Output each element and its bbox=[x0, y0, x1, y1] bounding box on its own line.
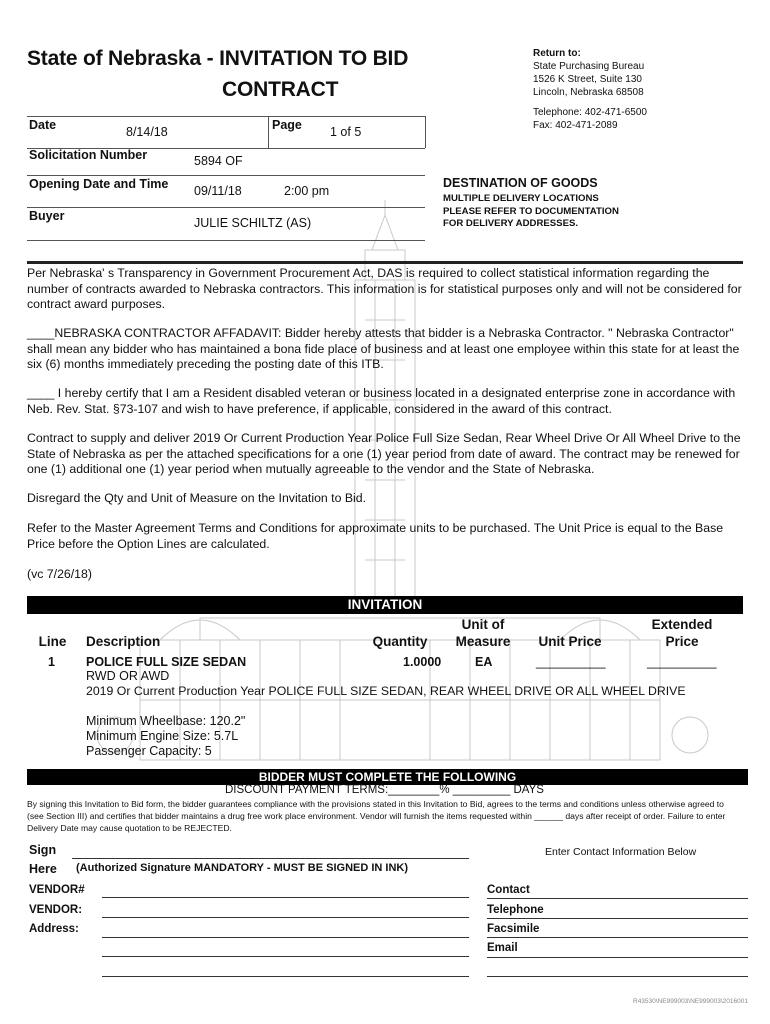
version-note: (vc 7/26/18) bbox=[27, 567, 92, 581]
item-detail-drive: RWD OR AWD bbox=[86, 669, 170, 683]
email-field[interactable] bbox=[487, 957, 748, 958]
column-unit-price: Unit Price bbox=[538, 634, 602, 649]
sign-label: Sign bbox=[29, 843, 57, 857]
page-value: 1 of 5 bbox=[330, 125, 362, 139]
destination-line-1: MULTIPLE DELIVERY LOCATIONS bbox=[443, 193, 599, 204]
item-detail-full: 2019 Or Current Production Year POLICE FULL SIZE SEDAN, REAR WHEEL DRIVE OR ALL WHEEL DRIVE bbox=[86, 684, 686, 698]
fax-number: Fax: 402-471-2089 bbox=[533, 120, 618, 131]
page-label: Page bbox=[272, 118, 302, 132]
email-label: Email bbox=[487, 942, 518, 954]
column-extended-line2: Price bbox=[665, 634, 699, 649]
facsimile-label: Facsimile bbox=[487, 923, 540, 935]
return-address bbox=[533, 47, 644, 99]
address-label: Address: bbox=[29, 923, 79, 935]
opening-label: Opening Date and Time bbox=[29, 177, 169, 191]
vendor-name-field[interactable] bbox=[102, 917, 469, 918]
item-quantity: 1.0000 bbox=[403, 655, 442, 669]
telephone-label: Telephone bbox=[487, 904, 544, 916]
solicitation-label: Solicitation Number bbox=[29, 148, 148, 162]
address-field-3[interactable] bbox=[102, 976, 469, 977]
section-divider bbox=[27, 261, 743, 264]
transparency-paragraph: Per Nebraska' s Transparency in Government Procurement Act, DAS is required to collect statistical information regarding the number of contracts awarded to Nebraska contractors. This information is for statistical purposes only and will not be considered for contract award purposes. bbox=[27, 266, 742, 311]
column-line: Line bbox=[38, 634, 67, 649]
bidder-fine-print: By signing this Invitation to Bid form, the bidder guarantees compliance with the provisions stated in this Invitation to Bid, agrees to the terms and conditions unless otherwise agreed to (see Section III) and certifies that bidder maintains a drug free work place environment. Vendor will furnish the items requested within ______ days after receipt of order. Failure to enter Delivery Date may cause quotation to be REJECTED. bbox=[27, 799, 726, 833]
item-uom: EA bbox=[475, 655, 493, 669]
return-line-1: State Purchasing Bureau bbox=[533, 61, 645, 72]
contractor-affidavit-paragraph: ____NEBRASKA CONTRACTOR AFFADAVIT: Bidder hereby attests that bidder is a Nebraska Contractor. " Nebraska Contractor" shall mean any bidder who has maintained a bona fide place of business and at least one employee within this state for at least the six (6) months immediately preceding the posting date of this ITB. bbox=[27, 326, 740, 371]
column-extended-line1: Extended bbox=[651, 617, 713, 632]
column-description: Description bbox=[86, 634, 161, 649]
column-quantity: Quantity bbox=[372, 634, 428, 649]
contact-field[interactable] bbox=[487, 898, 748, 899]
return-line-2: 1526 K Street, Suite 130 bbox=[533, 74, 642, 85]
date-value: 8/14/18 bbox=[126, 125, 168, 139]
contract-description-paragraph: Contract to supply and deliver 2019 Or Current Production Year Police Full Size Sedan, Rear Wheel Drive Or All Wheel Drive to the State of Nebraska as per the attached specifications for a one (1) year period from date of award. The contract may be renewed for one (1) additional one (1) year period when mutually agreeable to the vendor and the State of Nebraska. bbox=[27, 431, 741, 476]
address-field-2[interactable] bbox=[102, 956, 469, 957]
facsimile-field[interactable] bbox=[487, 937, 748, 938]
document-title: State of Nebraska - INVITATION TO BID bbox=[27, 47, 409, 70]
authorized-signature-note: (Authorized Signature MANDATORY - MUST BE SIGNED IN INK) bbox=[76, 862, 409, 874]
destination-line-2: PLEASE REFER TO DOCUMENTATION bbox=[443, 205, 619, 217]
contact-info-label: Enter Contact Information Below bbox=[545, 846, 697, 858]
telephone-number: Telephone: 402-471-6500 bbox=[533, 107, 647, 118]
item-line-number: 1 bbox=[48, 655, 55, 669]
column-uom-line1: Unit of bbox=[461, 617, 505, 632]
solicitation-value: 5894 OF bbox=[194, 154, 243, 168]
vendor-number-label: VENDOR# bbox=[29, 884, 85, 896]
address-field-1[interactable] bbox=[102, 937, 469, 938]
bidder-bar: BIDDER MUST COMPLETE THE FOLLOWING bbox=[27, 769, 748, 785]
vendor-label: VENDOR: bbox=[29, 904, 83, 916]
column-uom-line2: Measure bbox=[455, 634, 511, 649]
invitation-bar: INVITATION bbox=[27, 596, 743, 614]
opening-time: 2:00 pm bbox=[284, 184, 330, 198]
here-label: Here bbox=[29, 862, 57, 876]
buyer-label: Buyer bbox=[29, 209, 65, 223]
disregard-qty-paragraph: Disregard the Qty and Unit of Measure on the Invitation to Bid. bbox=[27, 491, 367, 505]
email-field-2[interactable] bbox=[487, 976, 748, 977]
extended-price-field[interactable]: __________ bbox=[647, 655, 717, 669]
form-code-footer: R43530\NE999003\NE999003\2016001 bbox=[633, 998, 748, 1005]
column-unit-of-measure bbox=[448, 616, 518, 650]
spec-wheelbase: Minimum Wheelbase: 120.2" bbox=[86, 714, 246, 728]
item-description: POLICE FULL SIZE SEDAN bbox=[86, 655, 247, 669]
destination-heading: DESTINATION OF GOODS bbox=[443, 176, 598, 190]
unit-price-field[interactable]: __________ bbox=[536, 655, 606, 669]
discount-payment-terms[interactable]: DISCOUNT PAYMENT TERMS:________% _________ DAYS bbox=[225, 784, 544, 796]
spec-engine-size: Minimum Engine Size: 5.7L bbox=[86, 729, 239, 743]
document-title-line2: CONTRACT bbox=[222, 78, 339, 101]
return-to-label: Return to: bbox=[533, 48, 581, 59]
destination-line-3: FOR DELIVERY ADDRESSES. bbox=[443, 218, 579, 229]
veteran-certification-paragraph: ____ I hereby certify that I am a Resident disabled veteran or business located in a designated enterprise zone in accordance with Neb. Rev. Stat. §73-107 and wish to have preference, if applicable, considered in the award of this contract. bbox=[27, 386, 736, 416]
master-agreement-paragraph: Refer to the Master Agreement Terms and Conditions for approximate units to be purchased. The Unit Price is equal to the Base Price before the Option Lines are calculated. bbox=[27, 521, 724, 551]
spec-passenger-capacity: Passenger Capacity: 5 bbox=[86, 744, 212, 758]
column-extended-price bbox=[640, 616, 724, 650]
date-label: Date bbox=[29, 118, 57, 132]
buyer-value: JULIE SCHILTZ (AS) bbox=[194, 216, 312, 230]
opening-date: 09/11/18 bbox=[194, 184, 242, 198]
signature-line[interactable] bbox=[72, 858, 469, 859]
vendor-number-field[interactable] bbox=[102, 897, 469, 898]
destination-lines bbox=[443, 193, 619, 231]
telephone-field[interactable] bbox=[487, 918, 748, 919]
contact-label: Contact bbox=[487, 884, 530, 896]
return-line-3: Lincoln, Nebraska 68508 bbox=[533, 87, 644, 98]
telephone-fax bbox=[533, 106, 647, 132]
